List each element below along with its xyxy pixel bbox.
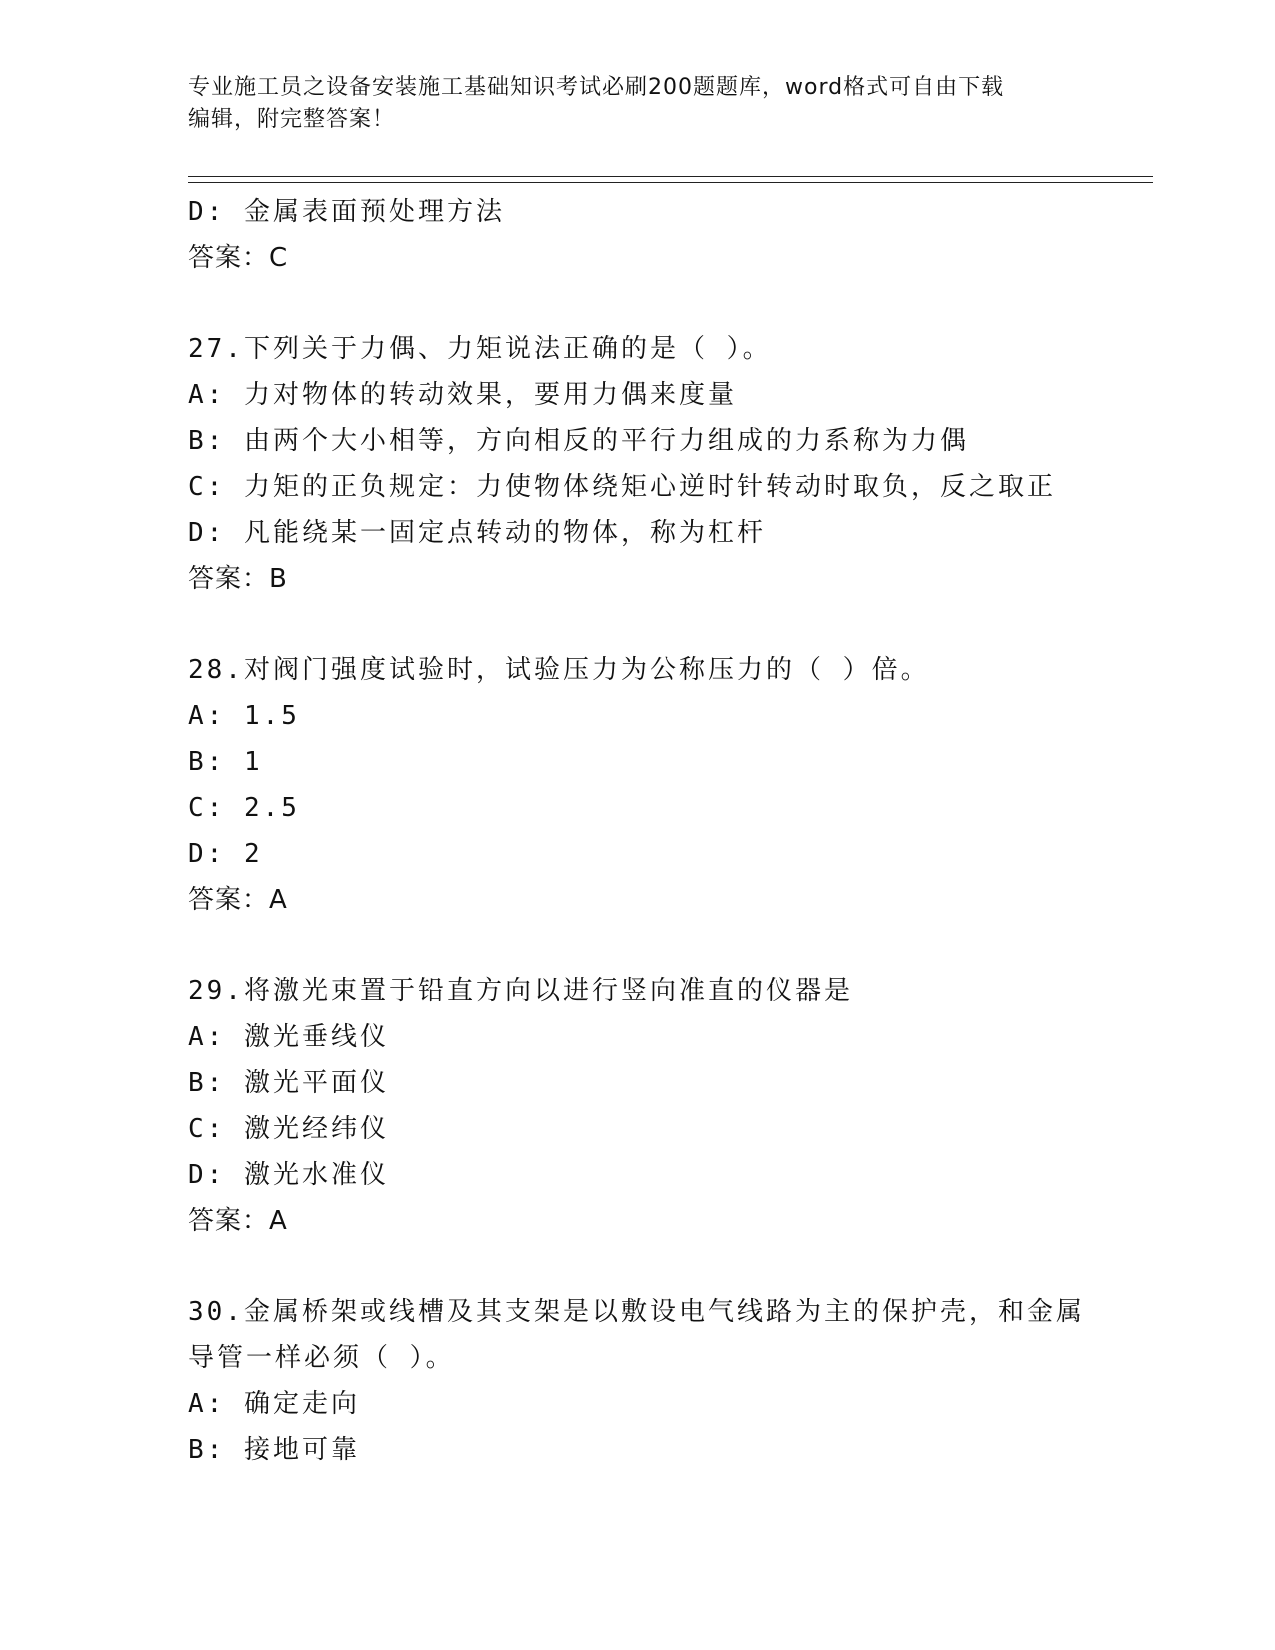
question-stem: 27.下列关于力偶、力矩说法正确的是（ ）。 — [188, 334, 772, 364]
prev-answer: 答案：C — [188, 243, 289, 273]
option-b: B: 接地可靠 — [188, 1435, 360, 1465]
spacer — [188, 281, 1088, 326]
question-stem-line2: 导管一样必须（ ）。 — [188, 1343, 455, 1373]
option-d: D: 激光水准仪 — [188, 1160, 389, 1190]
question-27 — [188, 326, 1088, 602]
option-b: B: 激光平面仪 — [188, 1068, 389, 1098]
option-c: C: 激光经纬仪 — [188, 1114, 389, 1144]
option-a: A: 力对物体的转动效果，要用力偶来度量 — [188, 380, 737, 410]
header-title-line1: 专业施工员之设备安装施工基础知识考试必刷200题题库，word格式可自由下载 — [188, 75, 1005, 100]
spacer — [188, 923, 1088, 968]
spacer — [188, 1244, 1088, 1289]
option-a: A: 1.5 — [188, 701, 300, 731]
spacer — [188, 602, 1088, 647]
question-30 — [188, 1289, 1088, 1473]
question-list — [188, 189, 1088, 1473]
question-stem: 29.将激光束置于铅直方向以进行竖向准直的仪器是 — [188, 976, 853, 1006]
question-stem-line1: 30.金属桥架或线槽及其支架是以敷设电气线路为主的保护壳，和金属 — [188, 1297, 1085, 1327]
option-c: C: 力矩的正负规定：力使物体绕矩心逆时针转动时取负，反之取正 — [188, 472, 1056, 502]
option-a: A: 确定走向 — [188, 1389, 360, 1419]
option-d: D: 凡能绕某一固定点转动的物体，称为杠杆 — [188, 518, 766, 548]
header-rule-top — [188, 176, 1153, 177]
option-c: C: 2.5 — [188, 793, 300, 823]
option-d: D: 2 — [188, 839, 263, 869]
document-header — [188, 72, 1068, 136]
option-b: B: 由两个大小相等，方向相反的平行力组成的力系称为力偶 — [188, 426, 969, 456]
answer: 答案：A — [188, 1206, 288, 1236]
answer: 答案：B — [188, 564, 288, 594]
question-stem: 28.对阀门强度试验时，试验压力为公称压力的（ ）倍。 — [188, 655, 930, 685]
option-a: A: 激光垂线仪 — [188, 1022, 389, 1052]
prev-option-d: D: 金属表面预处理方法 — [188, 197, 505, 227]
question-28 — [188, 647, 1088, 923]
header-rule-bottom — [188, 182, 1153, 183]
option-b: B: 1 — [188, 747, 263, 777]
answer: 答案：A — [188, 885, 288, 915]
question-29 — [188, 968, 1088, 1244]
header-title-line2: 编辑，附完整答案！ — [188, 107, 396, 132]
